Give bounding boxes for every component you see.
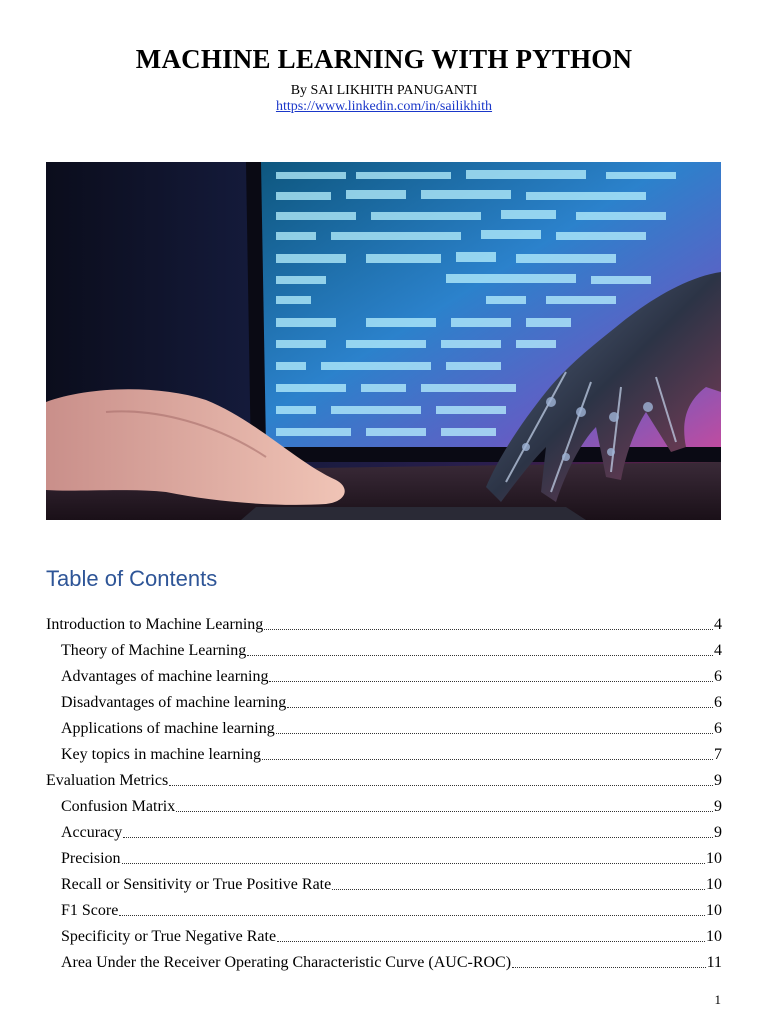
toc-entry[interactable] (46, 716, 722, 742)
toc-entry-label: Evaluation Metrics (46, 772, 169, 789)
toc-entry-page: 10 (706, 876, 722, 893)
toc-entry-label: Accuracy (61, 824, 123, 841)
toc-entry-page: 10 (706, 928, 722, 945)
toc-dot-leader (247, 654, 713, 656)
toc-dot-leader (169, 784, 713, 786)
toc-entry-label: Advantages of machine learning (61, 668, 269, 685)
toc-entry-label: Introduction to Machine Learning (46, 616, 264, 633)
cover-image (46, 162, 721, 520)
toc-entry-page: 9 (714, 772, 722, 789)
linkedin-link[interactable]: https://www.linkedin.com/in/sailikhith (275, 99, 493, 114)
toc-entry-page: 4 (714, 616, 722, 633)
toc-entry-label: Specificity or True Negative Rate (61, 928, 277, 945)
toc-dot-leader (176, 810, 713, 812)
toc-dot-leader (264, 628, 713, 630)
toc-entry-page: 11 (706, 954, 722, 971)
toc-entry-page: 6 (714, 694, 722, 711)
toc-entry-page: 6 (714, 668, 722, 685)
toc-dot-leader (287, 706, 713, 708)
page-number: 1 (714, 992, 721, 1007)
document-author: By SAI LIKHITH PANUGANTI (290, 83, 478, 98)
toc-entry[interactable] (46, 638, 722, 664)
toc-dot-leader (119, 914, 705, 916)
toc-entry[interactable] (46, 612, 722, 638)
toc-entry[interactable] (46, 898, 722, 924)
toc-entry[interactable] (46, 794, 722, 820)
toc-list (46, 612, 722, 976)
toc-entry-label: Applications of machine learning (61, 720, 275, 737)
toc-dot-leader (123, 836, 713, 838)
toc-entry-page: 9 (714, 798, 722, 815)
toc-dot-leader (269, 680, 713, 682)
toc-entry[interactable] (46, 664, 722, 690)
toc-entry-label: Precision (61, 850, 121, 867)
toc-entry[interactable] (46, 872, 722, 898)
toc-entry[interactable] (46, 690, 722, 716)
toc-dot-leader (277, 940, 705, 942)
toc-entry-page: 4 (714, 642, 722, 659)
toc-entry[interactable] (46, 820, 722, 846)
toc-entry-page: 9 (714, 824, 722, 841)
toc-entry[interactable] (46, 924, 722, 950)
toc-entry-page: 6 (714, 720, 722, 737)
toc-entry[interactable] (46, 742, 722, 768)
toc-heading: Table of Contents (46, 566, 218, 591)
document-title: MACHINE LEARNING WITH PYTHON (135, 44, 633, 74)
toc-entry[interactable] (46, 950, 722, 976)
toc-dot-leader (512, 966, 706, 968)
toc-entry-label: Theory of Machine Learning (61, 642, 247, 659)
toc-entry-label: Disadvantages of machine learning (61, 694, 287, 711)
toc-entry-label: Key topics in machine learning (61, 746, 261, 763)
toc-dot-leader (276, 732, 713, 734)
toc-dot-leader (122, 862, 705, 864)
toc-entry-label: F1 Score (61, 902, 119, 919)
toc-entry-page: 7 (714, 746, 722, 763)
author-link-line (0, 99, 768, 115)
toc-entry-label: Recall or Sensitivity or True Positive Rate (61, 876, 332, 893)
toc-dot-leader (262, 758, 713, 760)
toc-entry-label: Confusion Matrix (61, 798, 176, 815)
toc-entry-page: 10 (706, 902, 722, 919)
toc-dot-leader (332, 888, 705, 890)
toc-entry[interactable] (46, 768, 722, 794)
toc-entry-page: 10 (706, 850, 722, 867)
toc-entry-label: Area Under the Receiver Operating Characteristic Curve (AUC-ROC) (61, 954, 512, 971)
toc-entry[interactable] (46, 846, 722, 872)
